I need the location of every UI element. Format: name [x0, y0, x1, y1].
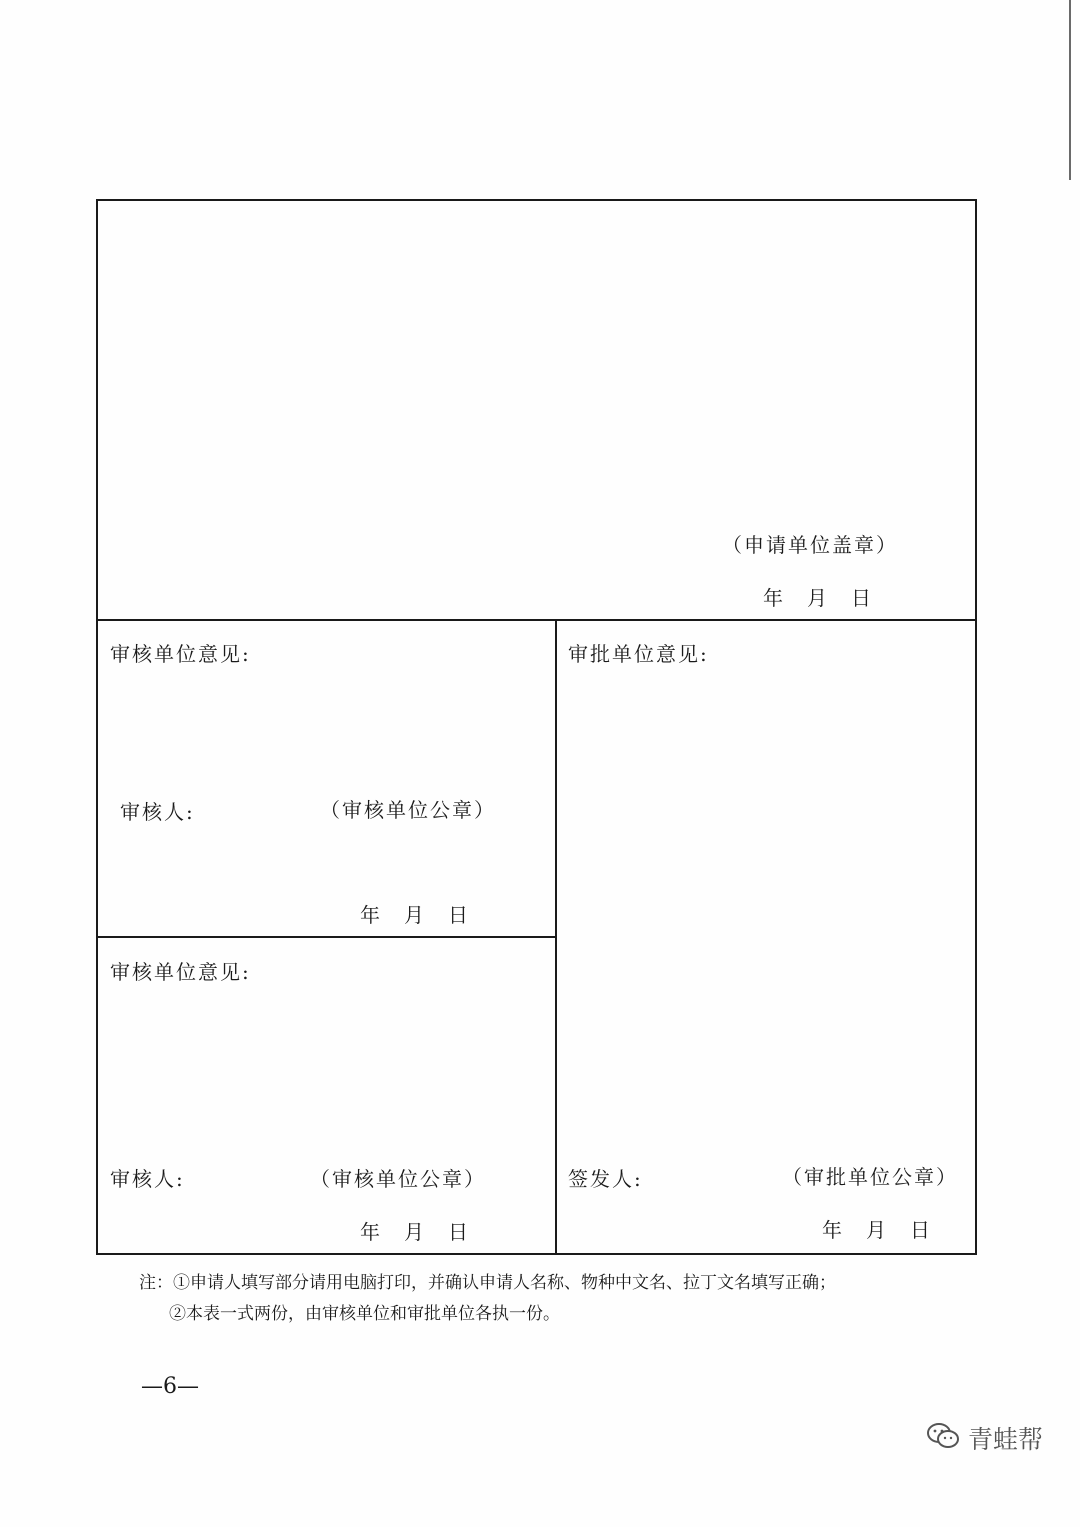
applicant-seal-label: （申请单位盖章） [722, 533, 898, 557]
note-line-2: ②本表一式两份，由审核单位和审批单位各执一份。 [169, 1304, 560, 1324]
watermark [926, 1420, 1043, 1456]
date-day: 日 [448, 1220, 468, 1244]
date-day: 日 [448, 903, 468, 927]
review-2-opinion-label: 审核单位意见: [110, 960, 251, 984]
date-year: 年 [763, 586, 783, 610]
note-line-1: 注：①申请人填写部分请用电脑打印，并确认申请人名称、物种中文名、拉丁文名填写正确； [139, 1273, 836, 1293]
wechat-logo-icon [926, 1421, 960, 1455]
date-year: 年 [360, 1220, 380, 1244]
date-day: 日 [910, 1218, 930, 1242]
date-month: 月 [807, 586, 827, 610]
review-1-opinion-label: 审核单位意见: [110, 642, 251, 666]
review-2-seal-label: （审核单位公章） [310, 1167, 486, 1191]
applicant-section-divider [96, 619, 977, 621]
review-1-reviewer-label: 审核人: [120, 800, 195, 824]
page-number: —6— [141, 1374, 199, 1399]
date-day: 日 [851, 586, 871, 610]
scan-edge-line [1069, 0, 1071, 180]
review-2-date [360, 1216, 468, 1245]
date-month: 月 [404, 903, 424, 927]
applicant-date [763, 582, 871, 611]
approval-date [822, 1214, 930, 1243]
approval-seal-label: （审批单位公章） [782, 1165, 958, 1189]
review-1-seal-label: （审核单位公章） [320, 798, 496, 822]
approval-opinion-label: 审批单位意见: [568, 642, 709, 666]
date-year: 年 [360, 903, 380, 927]
watermark-text: 青蛙帮 [968, 1425, 1044, 1454]
review-sections-divider [96, 936, 556, 938]
review-2-reviewer-label: 审核人: [110, 1167, 185, 1191]
date-month: 月 [866, 1218, 886, 1242]
review-1-date [360, 899, 468, 928]
date-month: 月 [404, 1220, 424, 1244]
approval-form-table [96, 199, 977, 1255]
date-year: 年 [822, 1218, 842, 1242]
approval-signer-label: 签发人: [568, 1167, 643, 1191]
